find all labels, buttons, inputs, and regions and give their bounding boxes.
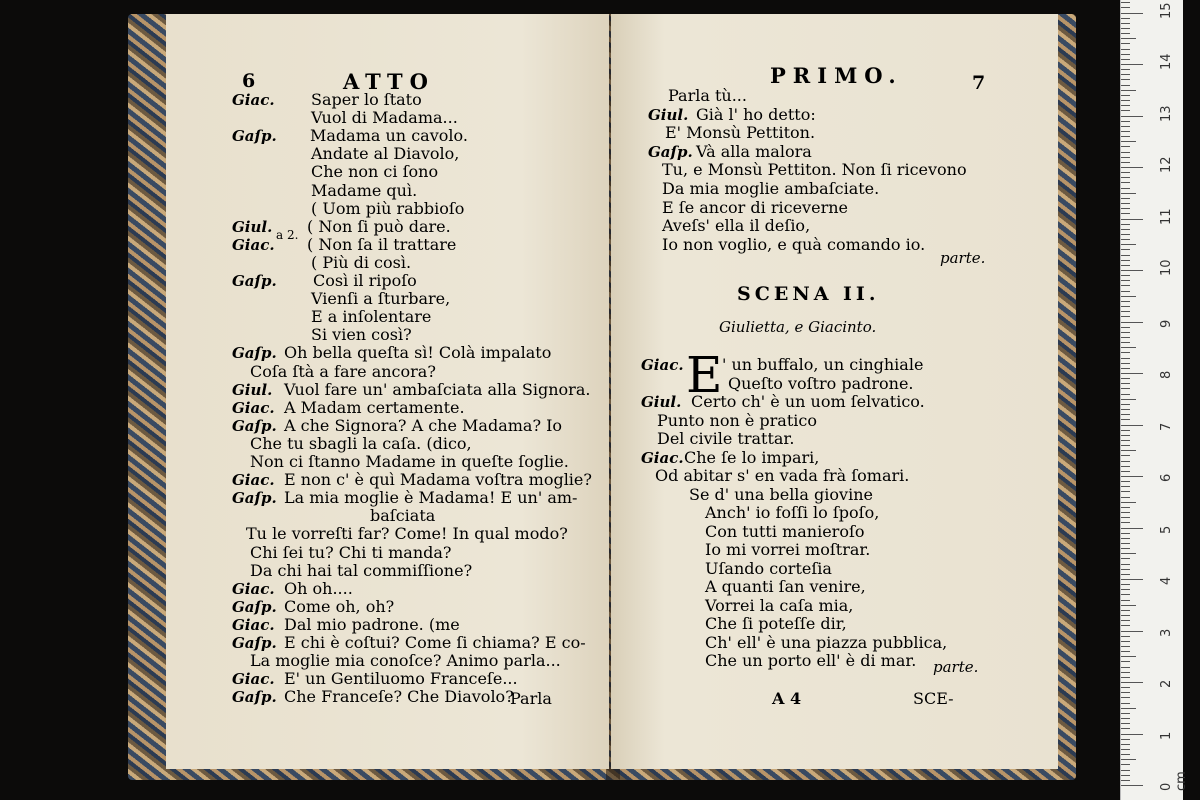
ruler-tick (1121, 198, 1130, 199)
ruler-tick (1121, 399, 1136, 400)
ruler-tick (1121, 373, 1143, 374)
verse-line: Và alla malora (696, 141, 812, 161)
speaker-label: Giac. (232, 670, 275, 689)
speaker-label: Gaſp. (232, 489, 277, 508)
ruler-label: 5 (1159, 525, 1174, 534)
ruler-tick (1121, 2, 1130, 3)
verse-line: Se d' una bella giovine (689, 484, 873, 504)
ruler-label: 4 (1159, 576, 1174, 585)
left-catchword: Parla (510, 689, 552, 708)
ruler-tick (1121, 533, 1130, 534)
verse-line: Che un porto ell' è di mar. (705, 651, 917, 670)
ruler-tick (1121, 553, 1136, 554)
ruler-tick (1121, 507, 1130, 508)
ruler-tick (1121, 548, 1130, 549)
ruler-tick (1121, 378, 1130, 379)
drop-cap: E (686, 346, 723, 404)
ruler-tick (1121, 152, 1130, 153)
ruler-tick (1121, 265, 1130, 266)
ruler-tick (1121, 636, 1130, 637)
scene-title: SCENA II. (737, 283, 880, 305)
ruler-tick (1121, 461, 1130, 462)
speaker-label: Giul. (232, 380, 273, 399)
ruler-tick (1121, 33, 1130, 34)
ruler-tick (1121, 69, 1130, 70)
ruler-tick (1121, 723, 1130, 724)
verse-line: Si vien così? (311, 325, 412, 345)
a2-marker: a 2. (276, 228, 299, 242)
ruler-tick (1121, 105, 1130, 106)
verse-line: Saper lo ſtato (311, 90, 422, 109)
ruler-tick (1121, 337, 1130, 338)
speaker-label: Giul. (232, 217, 273, 236)
ruler-tick (1121, 584, 1130, 585)
verse-line: Ch' ell' è una piazza pubblica, (705, 632, 948, 652)
speaker-label: Giul. (641, 393, 682, 411)
ruler-tick (1121, 188, 1130, 189)
ruler-tick (1121, 486, 1130, 487)
ruler-tick (1121, 64, 1143, 65)
ruler-tick (1121, 322, 1143, 323)
right-running-head: PRIMO. (770, 63, 903, 88)
ruler-label: 7 (1159, 422, 1174, 431)
speaker-label: Giac. (641, 448, 684, 467)
ruler-tick (1121, 569, 1130, 570)
ruler-label: 15 (1159, 1, 1174, 19)
ruler-label: 1 (1159, 731, 1174, 740)
ruler-tick (1121, 543, 1130, 544)
ruler-tick (1121, 780, 1130, 781)
ruler-tick (1121, 605, 1136, 606)
ruler-tick (1121, 661, 1130, 662)
verse-line: A Madam certamente. (284, 397, 465, 417)
speaker-label: Giac. (232, 471, 275, 490)
ruler-tick (1121, 394, 1130, 395)
ruler-label: 9 (1159, 319, 1174, 328)
ruler-tick (1121, 445, 1130, 446)
verse-line: Tu, e Monsù Pettiton. Non ſi ricevono (662, 160, 967, 180)
speaker-label: Giac. (232, 398, 275, 417)
verse-line: Che ſe lo impari, (684, 447, 820, 467)
ruler-tick (1121, 316, 1130, 317)
scene-characters: Giulietta, e Giacinto. (719, 318, 877, 336)
verse-line: Che Franceſe? Che Diavolo? (284, 687, 514, 707)
ruler-tick (1121, 764, 1130, 765)
ruler-tick (1121, 306, 1130, 307)
speaker-label: Gaſp. (648, 142, 693, 161)
ruler-tick (1121, 131, 1130, 132)
ruler-tick (1121, 244, 1136, 245)
ruler-tick (1121, 85, 1130, 86)
ruler-tick (1121, 59, 1130, 60)
verse-line: E a inſolentare (311, 307, 432, 327)
ruler-tick (1121, 594, 1130, 595)
ruler-tick (1121, 466, 1130, 467)
ruler-tick (1121, 100, 1130, 101)
ruler-tick (1121, 697, 1130, 698)
verse-line: Che non ci ſono (311, 162, 439, 182)
ruler-tick (1121, 260, 1130, 261)
verse-line: Punto non è pratico (657, 410, 817, 430)
speaker-label: Gaſp. (232, 416, 277, 435)
ruler-tick (1121, 610, 1130, 611)
ruler-tick (1121, 352, 1130, 353)
ruler-tick (1121, 90, 1136, 91)
ruler-tick (1121, 785, 1143, 786)
exit-direction-1: parte. (940, 249, 986, 267)
ruler-tick (1121, 754, 1130, 755)
verse-line: Queſto voſtro padrone. (728, 373, 914, 393)
ruler-tick (1121, 558, 1130, 559)
ruler-label: 2 (1159, 679, 1174, 688)
verse-line: Non ci ſtanno Madame in queſte ſoglie. (250, 452, 569, 471)
ruler-tick (1121, 255, 1130, 256)
ruler-tick (1121, 74, 1130, 75)
verse-line: Che tu sbagli la caſa. (dico, (250, 433, 472, 453)
exit-direction-2: parte. (933, 658, 979, 676)
ruler-tick (1121, 455, 1130, 456)
ruler-tick (1121, 193, 1136, 194)
verse-line: Che ſi poteſſe dir, (705, 614, 847, 633)
ruler-tick (1121, 13, 1143, 14)
ruler-tick (1121, 224, 1130, 225)
ruler-tick (1121, 219, 1143, 220)
verse-line: Io mi vorrei moſtrar. (705, 540, 871, 559)
ruler-tick (1121, 641, 1130, 642)
ruler-tick (1121, 564, 1130, 565)
ruler-tick (1121, 491, 1130, 492)
verse-line: E' Monsù Pettiton. (665, 123, 816, 143)
verse-line: baſciata (370, 506, 436, 526)
left-page-number: 6 (242, 70, 256, 92)
ruler-tick (1121, 285, 1130, 286)
ruler-tick (1121, 430, 1130, 431)
verse-line: Da mia moglie ambaſciate. (662, 179, 880, 198)
ruler-tick (1121, 28, 1130, 29)
verse-line: Oh oh.... (284, 578, 353, 598)
ruler-tick (1121, 38, 1136, 39)
ruler-tick (1121, 692, 1130, 693)
ruler-tick (1121, 7, 1130, 8)
ruler-tick (1121, 404, 1130, 405)
ruler-tick (1121, 136, 1130, 137)
verse-line: Come oh, oh? (284, 596, 395, 616)
verse-line: E' un Gentiluomo Franceſe... (284, 669, 518, 689)
ruler-tick (1121, 49, 1130, 50)
ruler-tick (1121, 703, 1130, 704)
ruler-tick (1121, 667, 1130, 668)
ruler-tick (1121, 739, 1130, 740)
speaker-label: Gaſp. (232, 634, 277, 652)
ruler-tick (1121, 126, 1130, 127)
ruler-tick (1121, 435, 1130, 436)
verse-line: Vienſi a ſturbare, (311, 289, 451, 309)
ruler-label: 12 (1159, 156, 1174, 173)
ruler-label: 3 (1159, 628, 1174, 637)
ruler-tick (1121, 517, 1130, 518)
verse-line: ( Non ſi può dare. (307, 216, 451, 236)
ruler-tick (1121, 538, 1130, 539)
verse-line: La moglie mia conoſce? Animo parla... (250, 651, 561, 671)
ruler-tick (1121, 311, 1130, 312)
ruler-label: 6 (1159, 473, 1174, 482)
verse-line: ' un buffalo, un cinghiale (722, 355, 924, 374)
ruler-tick (1121, 172, 1130, 173)
verse-line: Così il ripoſo (313, 271, 417, 290)
ruler-tick (1121, 672, 1130, 673)
ruler-tick (1121, 239, 1130, 240)
verse-line: Già l' ho detto: (696, 104, 816, 124)
ruler-tick (1121, 249, 1130, 250)
ruler-tick (1121, 275, 1130, 276)
ruler-tick (1121, 23, 1130, 24)
ruler-tick (1121, 54, 1130, 55)
speaker-label: Gaſp. (232, 127, 277, 146)
ruler-tick (1121, 682, 1143, 683)
verse-line: Vuol fare un' ambaſciata alla Signora. (284, 379, 591, 399)
ruler-label: 14 (1159, 53, 1174, 70)
ruler-tick (1121, 589, 1130, 590)
page-signature: A 4 (772, 689, 802, 708)
ruler-tick (1121, 270, 1143, 271)
ruler-tick (1121, 497, 1130, 498)
verse-line: Oh bella queſta sì! Colà impalato (284, 343, 552, 363)
ruler-tick (1121, 749, 1130, 750)
ruler-tick (1121, 440, 1130, 441)
ruler-tick (1121, 625, 1130, 626)
verse-line: Tu le vorreſti far? Come! In qual modo? (246, 524, 568, 544)
ruler-tick (1121, 646, 1130, 647)
verse-line: La mia moglie è Madama! E un' am- (284, 488, 578, 508)
ruler-tick (1121, 234, 1130, 235)
ruler-tick (1121, 425, 1143, 426)
ruler-tick (1121, 327, 1130, 328)
speaker-label: Gaſp. (232, 688, 277, 707)
ruler-tick (1121, 656, 1136, 657)
verse-line: Aveſs' ella il deſio, (662, 216, 811, 236)
ruler-tick (1121, 759, 1136, 760)
ruler-label: 8 (1159, 370, 1174, 379)
ruler-tick (1121, 213, 1130, 214)
ruler-tick (1121, 110, 1130, 111)
ruler-tick (1121, 43, 1130, 44)
ruler-tick (1121, 471, 1130, 472)
verse-line: Certo ch' è un uom ſelvatico. (691, 392, 925, 411)
verse-line: Coſa ſtà a fare ancora? (250, 361, 436, 381)
ruler-tick (1121, 229, 1130, 230)
ruler-tick (1121, 708, 1136, 709)
ruler-tick (1121, 713, 1130, 714)
ruler-tick (1121, 579, 1143, 580)
verse-line: Del civile trattar. (657, 429, 795, 448)
ruler-tick (1121, 363, 1130, 364)
verse-line: ( Più di così. (311, 252, 412, 272)
ruler-tick (1121, 79, 1130, 80)
ruler-tick (1121, 476, 1143, 477)
ruler-tick (1121, 620, 1130, 621)
ruler-tick (1121, 744, 1130, 745)
verse-line: Madame quì. (311, 180, 418, 200)
ruler-tick (1121, 728, 1130, 729)
ruler-tick (1121, 182, 1130, 183)
ruler-tick (1121, 734, 1143, 735)
ruler-tick (1121, 18, 1130, 19)
ruler-tick (1121, 775, 1130, 776)
speaker-label: Giac. (232, 615, 275, 634)
verse-line: Anch' io foſſi lo ſpoſo, (705, 503, 880, 522)
ruler-tick (1121, 481, 1130, 482)
verse-line: Io non voglio, e quà comando io. (662, 234, 926, 254)
ruler-tick (1121, 121, 1130, 122)
ruler-tick (1121, 280, 1130, 281)
ruler-tick (1121, 615, 1130, 616)
verse-line: Vuol di Madama... (311, 108, 458, 128)
speaker-label: Gaſp. (232, 272, 277, 290)
speaker-label: Giac. (641, 356, 684, 374)
ruler-tick (1121, 383, 1130, 384)
ruler-tick (1121, 414, 1130, 415)
ruler-tick (1121, 342, 1130, 343)
verse-line: Parla tù... (668, 86, 747, 105)
verse-line: Od abitar s' en vada frà ſomari. (655, 466, 910, 485)
ruler-tick (1121, 677, 1130, 678)
ruler-tick (1121, 651, 1130, 652)
ruler-tick (1121, 146, 1130, 147)
ruler-label: 0 cm (1159, 771, 1189, 791)
ruler-tick (1121, 95, 1130, 96)
ruler-tick (1121, 347, 1136, 348)
verse-line: Vorrei la caſa mia, (705, 595, 854, 615)
ruler-label: 13 (1159, 104, 1174, 122)
ruler-tick (1121, 528, 1143, 529)
ruler-tick (1121, 177, 1130, 178)
verse-line: E ſe ancor di riceverne (662, 197, 848, 217)
speaker-label: Gaſp. (232, 344, 277, 363)
verse-line: Da chi hai tal commiſſione? (250, 560, 473, 580)
verse-line: Uſando corteſia (705, 558, 832, 578)
ruler-tick (1121, 203, 1130, 204)
ruler-tick (1121, 141, 1136, 142)
ruler-tick (1121, 157, 1130, 158)
right-catchword: SCE- (913, 689, 954, 708)
ruler-tick (1121, 450, 1136, 451)
right-page-number: 7 (972, 72, 986, 94)
ruler-tick (1121, 296, 1136, 297)
ruler-tick (1121, 631, 1143, 632)
ruler-tick (1121, 512, 1130, 513)
ruler-tick (1121, 116, 1143, 117)
ruler-tick (1121, 718, 1130, 719)
ruler-tick (1121, 502, 1136, 503)
ruler-tick (1121, 162, 1130, 163)
verse-line: Andate al Diavolo, (311, 144, 460, 164)
verse-line: Chi ſei tu? Chi ti manda? (250, 542, 452, 562)
speaker-label: Giul. (648, 105, 689, 124)
ruler-tick (1121, 409, 1130, 410)
ruler-label: 10 (1159, 259, 1174, 276)
ruler-label: 11 (1159, 207, 1174, 225)
verse-line: A che Signora? A che Madama? Io (284, 415, 563, 435)
verse-line: ( Non ſa il trattare (307, 234, 457, 254)
left-running-head: ATTO (343, 69, 435, 94)
ruler-tick (1121, 687, 1130, 688)
verse-line: ( Uom più rabbioſo (311, 198, 465, 218)
ruler-tick (1121, 332, 1130, 333)
verse-line: Dal mio padrone. (me (284, 614, 460, 634)
ruler-tick (1121, 358, 1130, 359)
ruler-tick (1121, 291, 1130, 292)
verse-line: Con tutti manieroſo (705, 521, 865, 541)
verse-line: A quanti ſan venire, (705, 577, 866, 596)
ruler-tick (1121, 208, 1130, 209)
ruler-tick (1121, 600, 1130, 601)
speaker-label: Giac. (232, 235, 275, 254)
ruler-tick (1121, 419, 1130, 420)
ruler-tick (1121, 770, 1130, 771)
ruler-tick (1121, 167, 1143, 168)
verse-line: E non c' è quì Madama voſtra moglie? (284, 470, 592, 490)
verse-line: E chi è coſtui? Come ſi chiama? E co- (284, 633, 586, 652)
speaker-label: Giac. (232, 91, 275, 109)
verse-line: Madama un cavolo. (310, 126, 468, 146)
ruler-tick (1121, 522, 1130, 523)
speaker-label: Giac. (232, 579, 275, 598)
ruler-tick (1121, 574, 1130, 575)
ruler-tick (1121, 301, 1130, 302)
ruler-tick (1121, 368, 1130, 369)
measurement-ruler (1120, 0, 1189, 800)
ruler-tick (1121, 388, 1130, 389)
speaker-label: Gaſp. (232, 597, 277, 616)
